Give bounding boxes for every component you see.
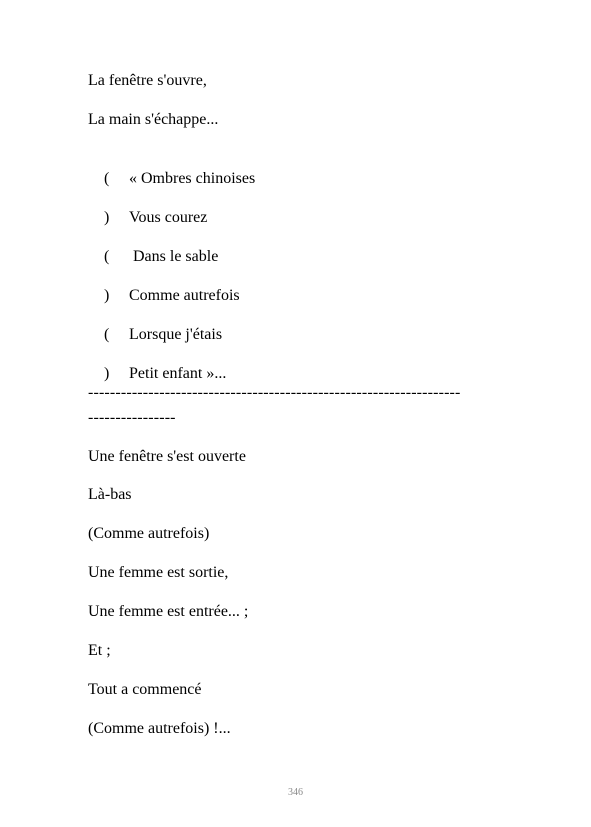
poem-line: Une fenêtre s'est ouverte — [88, 448, 246, 465]
bracket-mark: ) — [104, 287, 110, 304]
poem-line: Une femme est sortie, — [88, 564, 229, 581]
bracket-mark: ( — [104, 326, 110, 343]
bracketed-text: Dans le sable — [129, 248, 219, 265]
poem-line: (Comme autrefois) — [88, 525, 210, 542]
poem-line-1: La fenêtre s'ouvre, — [88, 72, 207, 89]
poem-line: Tout a commencé — [88, 681, 202, 698]
bracketed-text: « Ombres chinoises — [129, 170, 256, 187]
bracketed-text: Lorsque j'étais — [129, 326, 223, 343]
separator-line-2: ---------------- — [88, 409, 176, 426]
poem-line: (Comme autrefois) !... — [88, 720, 231, 737]
bracketed-text: Petit enfant »... — [129, 365, 227, 382]
bracket-mark: ( — [104, 248, 110, 265]
poem-line: Et ; — [88, 642, 111, 659]
bracketed-text: Vous courez — [129, 209, 208, 226]
page-number: 346 — [288, 787, 303, 798]
poem-line: Une femme est entrée... ; — [88, 603, 249, 620]
bracket-mark: ) — [104, 365, 110, 382]
bracketed-text: Comme autrefois — [129, 287, 240, 304]
poem-line: Là-bas — [88, 486, 132, 503]
bracket-mark: ) — [104, 209, 110, 226]
bracket-mark: ( — [104, 170, 110, 187]
poem-line-2: La main s'échappe... — [88, 111, 219, 128]
separator-line-1: -------------------------------------------------------------------- — [88, 384, 461, 401]
